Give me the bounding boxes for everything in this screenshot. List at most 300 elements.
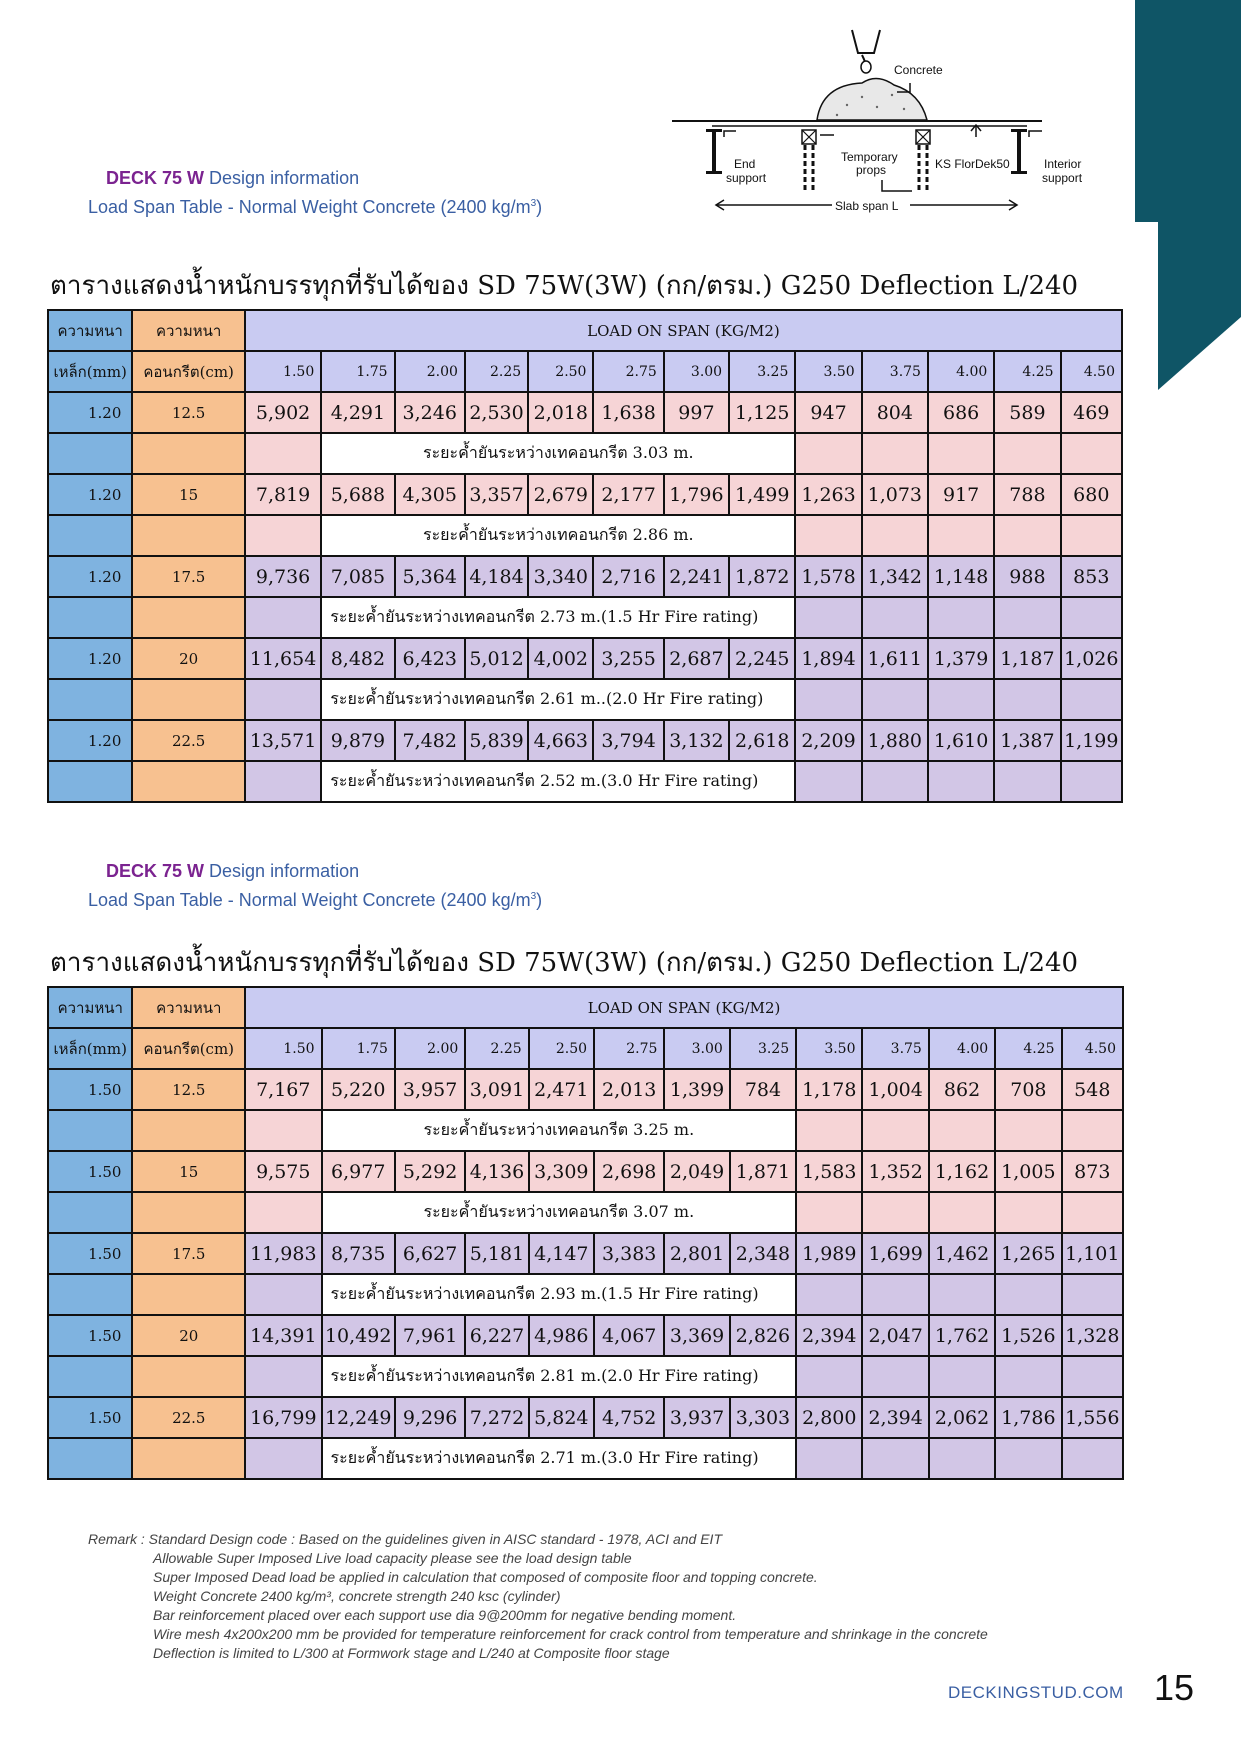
span-length-header: 3.75 (862, 1028, 928, 1069)
load-value-cell: 3,957 (395, 1069, 465, 1110)
load-value-cell: 3,132 (664, 720, 729, 761)
remark-line: Deflection is limited to L/300 at Formwork stage and L/240 at Composite floor stage (153, 1645, 670, 1661)
note-row (48, 1356, 1123, 1397)
concrete-thickness-cell: 22.5 (132, 1397, 245, 1438)
design-info-label: Design information (209, 861, 360, 881)
span-length-header: 1.75 (321, 351, 394, 392)
load-value-cell: 5,292 (395, 1151, 465, 1192)
load-value-cell: 2,245 (729, 638, 795, 679)
propping-distance-note: ระยะค้ำยันระหว่างเทคอนกรีต 2.61 m..(2.0 Hr Fire rating) (321, 679, 795, 720)
steel-thickness-header: ความหนา (48, 310, 132, 351)
span-length-header: 4.50 (1062, 1028, 1123, 1069)
load-value-cell: 788 (994, 474, 1060, 515)
empty-cell (1062, 1110, 1123, 1151)
span-header-row (48, 351, 1122, 392)
load-value-cell: 2,801 (664, 1233, 729, 1274)
concrete-thickness-cell: 17.5 (132, 1233, 245, 1274)
empty-cell (132, 1192, 245, 1233)
load-value-cell: 1,265 (995, 1233, 1061, 1274)
load-value-cell: 2,394 (862, 1397, 928, 1438)
page-number: 15 (1154, 1667, 1195, 1708)
brand-label: DECK 75 W (106, 168, 205, 188)
steel-thickness-header: ความหนา (48, 987, 132, 1028)
load-value-cell: 11,983 (245, 1233, 321, 1274)
load-value-cell: 5,902 (245, 392, 321, 433)
empty-cell (132, 679, 245, 720)
empty-cell (795, 515, 861, 556)
load-value-cell: 1,101 (1062, 1233, 1123, 1274)
span-length-header: 2.25 (465, 351, 528, 392)
load-value-cell: 7,085 (321, 556, 394, 597)
load-value-cell: 6,627 (395, 1233, 465, 1274)
span-length-header: 3.00 (664, 351, 729, 392)
empty-cell (1061, 761, 1122, 802)
load-value-cell: 9,736 (245, 556, 321, 597)
load-value-cell: 3,246 (395, 392, 465, 433)
load-value-cell: 3,369 (664, 1315, 729, 1356)
note-row (48, 761, 1122, 802)
diagram-interior-support-label: support (1042, 171, 1083, 185)
table-row (48, 556, 1122, 597)
empty-cell (245, 1438, 321, 1479)
load-value-cell: 1,871 (730, 1151, 796, 1192)
propping-distance-note: ระยะค้ำยันระหว่างเทคอนกรีต 3.25 m. (322, 1110, 797, 1151)
empty-cell (245, 1356, 321, 1397)
load-value-cell: 1,342 (862, 556, 928, 597)
load-value-cell: 1,880 (862, 720, 928, 761)
load-value-cell: 2,394 (796, 1315, 862, 1356)
load-value-cell: 1,026 (1061, 638, 1122, 679)
propping-distance-note: ระยะค้ำยันระหว่างเทคอนกรีต 2.52 m.(3.0 Hr Fire rating) (321, 761, 795, 802)
load-value-cell: 3,383 (594, 1233, 664, 1274)
empty-cell (48, 1438, 132, 1479)
load-value-cell: 2,348 (730, 1233, 796, 1274)
span-length-header: 1.75 (322, 1028, 395, 1069)
load-value-cell: 1,499 (729, 474, 795, 515)
load-value-cell: 3,091 (465, 1069, 528, 1110)
steel-thickness-cell: 1.50 (48, 1315, 132, 1356)
concrete-unit-header: คอนกรีต(cm) (132, 1028, 245, 1069)
load-value-cell: 4,986 (529, 1315, 594, 1356)
load-value-cell: 9,575 (245, 1151, 321, 1192)
load-value-cell: 9,879 (321, 720, 394, 761)
load-value-cell: 853 (1061, 556, 1122, 597)
span-length-header: 3.25 (730, 1028, 796, 1069)
empty-cell (796, 1356, 862, 1397)
note-row (48, 1192, 1123, 1233)
load-value-cell: 1,399 (664, 1069, 729, 1110)
table-row (48, 1151, 1123, 1192)
table-row (48, 638, 1122, 679)
table-row (48, 1069, 1123, 1110)
empty-cell (1062, 1192, 1123, 1233)
load-value-cell: 1,199 (1061, 720, 1122, 761)
load-value-cell: 1,073 (862, 474, 928, 515)
remark-block (88, 1530, 988, 1663)
remark-line: Weight Concrete 2400 kg/m³, concrete strength 240 ksc (cylinder) (153, 1588, 561, 1604)
table-row (48, 474, 1122, 515)
load-value-cell: 13,571 (245, 720, 321, 761)
empty-cell (48, 515, 132, 556)
load-value-cell: 7,272 (465, 1397, 528, 1438)
load-value-cell: 708 (995, 1069, 1061, 1110)
table-row (48, 1233, 1123, 1274)
empty-cell (929, 1110, 995, 1151)
empty-cell (862, 1274, 928, 1315)
load-on-span-header: LOAD ON SPAN (KG/M2) (245, 310, 1122, 351)
load-value-cell: 4,136 (465, 1151, 528, 1192)
empty-cell (929, 1274, 995, 1315)
empty-cell (862, 1192, 928, 1233)
load-value-cell: 2,698 (594, 1151, 664, 1192)
load-value-cell: 11,654 (245, 638, 321, 679)
propping-distance-note: ระยะค้ำยันระหว่างเทคอนกรีต 2.73 m.(1.5 Hr Fire rating) (321, 597, 795, 638)
empty-cell (132, 1438, 245, 1479)
diagram-end-label: End (734, 157, 756, 171)
empty-cell (862, 597, 928, 638)
table-title-2: ตารางแสดงน้ำหนักบรรทุกที่รับได้ของ SD 75W(3W) (กก/ตรม.) G250 Deflection L/240 (50, 948, 1079, 978)
load-value-cell: 1,148 (928, 556, 994, 597)
empty-cell (928, 515, 994, 556)
load-value-cell: 686 (928, 392, 994, 433)
load-value-cell: 1,762 (929, 1315, 995, 1356)
load-value-cell: 2,800 (796, 1397, 862, 1438)
load-span-table-1 (47, 309, 1123, 803)
load-value-cell: 988 (994, 556, 1060, 597)
empty-cell (929, 1192, 995, 1233)
span-length-header: 2.50 (528, 351, 593, 392)
concrete-thickness-cell: 12.5 (132, 1069, 245, 1110)
load-value-cell: 6,423 (395, 638, 465, 679)
load-value-cell: 862 (929, 1069, 995, 1110)
load-value-cell: 8,735 (322, 1233, 395, 1274)
load-value-cell: 1,005 (995, 1151, 1061, 1192)
empty-cell (995, 1356, 1061, 1397)
load-value-cell: 2,049 (664, 1151, 729, 1192)
span-length-header: 3.75 (862, 351, 928, 392)
remark-line: Bar reinforcement placed over each support use dia 9@200mm for negative bending moment. (153, 1607, 737, 1623)
note-row (48, 1274, 1123, 1315)
propping-distance-note: ระยะค้ำยันระหว่างเทคอนกรีต 3.07 m. (322, 1192, 797, 1233)
load-value-cell: 1,556 (1062, 1397, 1123, 1438)
load-value-cell: 548 (1062, 1069, 1123, 1110)
empty-cell (132, 433, 245, 474)
load-value-cell: 1,989 (796, 1233, 862, 1274)
note-row (48, 433, 1122, 474)
empty-cell (1061, 597, 1122, 638)
propping-distance-note: ระยะค้ำยันระหว่างเทคอนกรีต 3.03 m. (321, 433, 795, 474)
brand-label: DECK 75 W (106, 861, 205, 881)
design-info-1 (88, 166, 542, 220)
diagram-interior-label: Interior (1044, 157, 1082, 171)
steel-thickness-cell: 1.50 (48, 1151, 132, 1192)
empty-cell (795, 597, 861, 638)
span-length-header: 3.50 (795, 351, 861, 392)
remark-line: Wire mesh 4x200x200 mm be provided for temperature reinforcement for crack control from temperature and shrinkage in the concrete (153, 1626, 988, 1642)
website-link[interactable]: DECKINGSTUD.COM (948, 1683, 1124, 1702)
empty-cell (862, 761, 928, 802)
empty-cell (929, 1356, 995, 1397)
load-value-cell: 1,352 (862, 1151, 928, 1192)
load-value-cell: 1,699 (862, 1233, 928, 1274)
diagram-props-label: props (856, 163, 887, 177)
span-length-header: 4.50 (1061, 351, 1122, 392)
propping-distance-note: ระยะค้ำยันระหว่างเทคอนกรีต 2.81 m.(2.0 Hr Fire rating) (322, 1356, 797, 1397)
load-value-cell: 1,178 (796, 1069, 862, 1110)
load-value-cell: 10,492 (322, 1315, 395, 1356)
empty-cell (1061, 433, 1122, 474)
load-value-cell: 2,679 (528, 474, 593, 515)
propping-distance-note: ระยะค้ำยันระหว่างเทคอนกรีต 2.93 m.(1.5 Hr Fire rating) (322, 1274, 797, 1315)
table-row (48, 392, 1122, 433)
empty-cell (796, 1110, 862, 1151)
steel-thickness-cell: 1.20 (48, 720, 132, 761)
steel-thickness-cell: 1.50 (48, 1233, 132, 1274)
load-value-cell: 804 (862, 392, 928, 433)
span-length-header: 2.75 (594, 1028, 664, 1069)
note-row (48, 515, 1122, 556)
concrete-thickness-header: ความหนา (132, 987, 245, 1028)
load-value-cell: 1,387 (994, 720, 1060, 761)
load-value-cell: 3,794 (593, 720, 663, 761)
load-value-cell: 4,305 (395, 474, 465, 515)
span-length-header: 4.25 (994, 351, 1060, 392)
note-row (48, 1110, 1123, 1151)
table-title-1: ตารางแสดงน้ำหนักบรรทุกที่รับได้ของ SD 75W(3W) (กก/ตรม.) G250 Deflection L/240 (50, 271, 1079, 301)
span-length-header: 4.00 (929, 1028, 995, 1069)
load-value-cell: 1,611 (862, 638, 928, 679)
load-value-cell: 997 (664, 392, 729, 433)
load-value-cell: 680 (1061, 474, 1122, 515)
empty-cell (132, 761, 245, 802)
span-length-header: 3.00 (664, 1028, 729, 1069)
empty-cell (132, 1110, 245, 1151)
load-value-cell: 947 (795, 392, 861, 433)
diagram-end-support-label: support (726, 171, 767, 185)
steel-thickness-cell: 1.20 (48, 638, 132, 679)
span-length-header: 1.50 (245, 351, 321, 392)
concrete-thickness-cell: 15 (132, 1151, 245, 1192)
empty-cell (245, 597, 321, 638)
load-value-cell: 5,839 (465, 720, 528, 761)
empty-cell (1061, 515, 1122, 556)
load-value-cell: 3,303 (730, 1397, 796, 1438)
load-value-cell: 5,824 (529, 1397, 594, 1438)
load-value-cell: 1,379 (928, 638, 994, 679)
load-value-cell: 4,752 (594, 1397, 664, 1438)
load-value-cell: 4,184 (465, 556, 528, 597)
load-value-cell: 2,177 (593, 474, 663, 515)
load-value-cell: 6,977 (322, 1151, 395, 1192)
load-value-cell: 7,961 (395, 1315, 465, 1356)
concrete-thickness-cell: 12.5 (132, 392, 245, 433)
load-value-cell: 3,309 (529, 1151, 594, 1192)
load-value-cell: 5,012 (465, 638, 528, 679)
empty-cell (245, 679, 321, 720)
load-value-cell: 1,187 (994, 638, 1060, 679)
empty-cell (132, 1356, 245, 1397)
empty-cell (48, 1192, 132, 1233)
load-value-cell: 2,047 (862, 1315, 928, 1356)
load-value-cell: 2,826 (730, 1315, 796, 1356)
empty-cell (995, 1274, 1061, 1315)
table-row (48, 720, 1122, 761)
empty-cell (795, 761, 861, 802)
empty-cell (48, 761, 132, 802)
span-length-header: 4.00 (928, 351, 994, 392)
load-value-cell: 2,013 (594, 1069, 664, 1110)
remark-line: Super Imposed Dead load be applied in calculation that composed of composite floor and topping concrete. (153, 1569, 818, 1585)
empty-cell (245, 515, 321, 556)
load-value-cell: 2,618 (729, 720, 795, 761)
empty-cell (1062, 1356, 1123, 1397)
remark-line: Remark : Standard Design code : Based on the guidelines given in AISC standard - 1978, ACI and EIT (88, 1531, 722, 1547)
empty-cell (995, 1110, 1061, 1151)
propping-distance-note: ระยะค้ำยันระหว่างเทคอนกรีต 2.86 m. (321, 515, 795, 556)
load-value-cell: 1,263 (795, 474, 861, 515)
empty-cell (132, 515, 245, 556)
span-length-header: 2.25 (465, 1028, 528, 1069)
subtitle: Load Span Table - Normal Weight Concrete (2400 $kg/m^3$) (88, 890, 543, 910)
load-value-cell: 1,526 (995, 1315, 1061, 1356)
concrete-thickness-cell: 22.5 (132, 720, 245, 761)
empty-cell (48, 433, 132, 474)
load-value-cell: 7,819 (245, 474, 321, 515)
empty-cell (928, 679, 994, 720)
load-value-cell: 7,482 (395, 720, 465, 761)
span-header-row (48, 1028, 1123, 1069)
span-length-header: 2.50 (529, 1028, 594, 1069)
empty-cell (862, 1356, 928, 1397)
load-value-cell: 9,296 (395, 1397, 465, 1438)
load-value-cell: 1,872 (729, 556, 795, 597)
concrete-thickness-cell: 15 (132, 474, 245, 515)
empty-cell (48, 1110, 132, 1151)
empty-cell (48, 679, 132, 720)
deck-diagram (672, 25, 1092, 220)
load-value-cell: 2,716 (593, 556, 663, 597)
load-value-cell: 4,291 (321, 392, 394, 433)
load-value-cell: 1,125 (729, 392, 795, 433)
load-value-cell: 4,147 (529, 1233, 594, 1274)
load-value-cell: 2,018 (528, 392, 593, 433)
load-value-cell: 14,391 (245, 1315, 321, 1356)
table-row (48, 1397, 1123, 1438)
diagram-concrete-label: Concrete (894, 63, 943, 77)
empty-cell (928, 597, 994, 638)
load-value-cell: 5,688 (321, 474, 394, 515)
diagram-slab-span-label: Slab span L (835, 199, 899, 213)
empty-cell (132, 1274, 245, 1315)
steel-unit-header: เหล็ก(mm) (48, 1028, 132, 1069)
load-value-cell: 1,638 (593, 392, 663, 433)
header-row (48, 987, 1123, 1028)
empty-cell (796, 1274, 862, 1315)
load-value-cell: 2,241 (664, 556, 729, 597)
load-value-cell: 1,004 (862, 1069, 928, 1110)
empty-cell (862, 433, 928, 474)
load-value-cell: 16,799 (245, 1397, 321, 1438)
load-value-cell: 3,340 (528, 556, 593, 597)
load-value-cell: 3,937 (664, 1397, 729, 1438)
empty-cell (994, 679, 1060, 720)
empty-cell (928, 433, 994, 474)
diagram-temporary-label: Temporary (841, 150, 898, 164)
load-value-cell: 1,583 (796, 1151, 862, 1192)
corner-accent-bar (1135, 0, 1241, 222)
load-value-cell: 1,610 (928, 720, 994, 761)
load-value-cell: 589 (994, 392, 1060, 433)
load-value-cell: 1,786 (995, 1397, 1061, 1438)
load-value-cell: 5,364 (395, 556, 465, 597)
load-value-cell: 5,220 (322, 1069, 395, 1110)
header-row (48, 310, 1122, 351)
diagram-floordek-label: KS FlorDek50 (935, 157, 1010, 171)
span-length-header: 2.00 (395, 1028, 465, 1069)
load-span-table-2 (47, 986, 1124, 1480)
load-value-cell: 4,663 (528, 720, 593, 761)
note-row (48, 679, 1122, 720)
load-value-cell: 12,249 (322, 1397, 395, 1438)
load-value-cell: 469 (1061, 392, 1122, 433)
steel-thickness-cell: 1.50 (48, 1069, 132, 1110)
load-value-cell: 2,530 (465, 392, 528, 433)
empty-cell (245, 761, 321, 802)
empty-cell (1062, 1438, 1123, 1479)
load-value-cell: 8,482 (321, 638, 394, 679)
load-value-cell: 2,687 (664, 638, 729, 679)
empty-cell (1061, 679, 1122, 720)
concrete-thickness-header: ความหนา (132, 310, 245, 351)
load-value-cell: 2,062 (929, 1397, 995, 1438)
load-value-cell: 1,162 (929, 1151, 995, 1192)
empty-cell (994, 761, 1060, 802)
concrete-thickness-cell: 20 (132, 638, 245, 679)
note-row (48, 597, 1122, 638)
load-value-cell: 2,471 (529, 1069, 594, 1110)
load-value-cell: 917 (928, 474, 994, 515)
load-value-cell: 5,181 (465, 1233, 528, 1274)
span-length-header: 2.75 (593, 351, 663, 392)
empty-cell (245, 433, 321, 474)
concrete-unit-header: คอนกรีต(cm) (132, 351, 245, 392)
empty-cell (994, 515, 1060, 556)
empty-cell (48, 1274, 132, 1315)
empty-cell (862, 1110, 928, 1151)
load-value-cell: 1,796 (664, 474, 729, 515)
empty-cell (796, 1438, 862, 1479)
empty-cell (796, 1192, 862, 1233)
load-value-cell: 3,357 (465, 474, 528, 515)
empty-cell (995, 1192, 1061, 1233)
empty-cell (862, 679, 928, 720)
load-value-cell: 784 (730, 1069, 796, 1110)
load-value-cell: 1,894 (795, 638, 861, 679)
empty-cell (245, 1192, 321, 1233)
steel-thickness-cell: 1.50 (48, 1397, 132, 1438)
propping-distance-note: ระยะค้ำยันระหว่างเทคอนกรีต 2.71 m.(3.0 Hr Fire rating) (322, 1438, 797, 1479)
load-value-cell: 4,002 (528, 638, 593, 679)
span-length-header: 4.25 (995, 1028, 1061, 1069)
empty-cell (994, 433, 1060, 474)
load-value-cell: 6,227 (465, 1315, 528, 1356)
load-on-span-header: LOAD ON SPAN (KG/M2) (245, 987, 1123, 1028)
empty-cell (795, 433, 861, 474)
empty-cell (928, 761, 994, 802)
load-value-cell: 1,328 (1062, 1315, 1123, 1356)
load-value-cell: 4,067 (594, 1315, 664, 1356)
steel-thickness-cell: 1.20 (48, 474, 132, 515)
